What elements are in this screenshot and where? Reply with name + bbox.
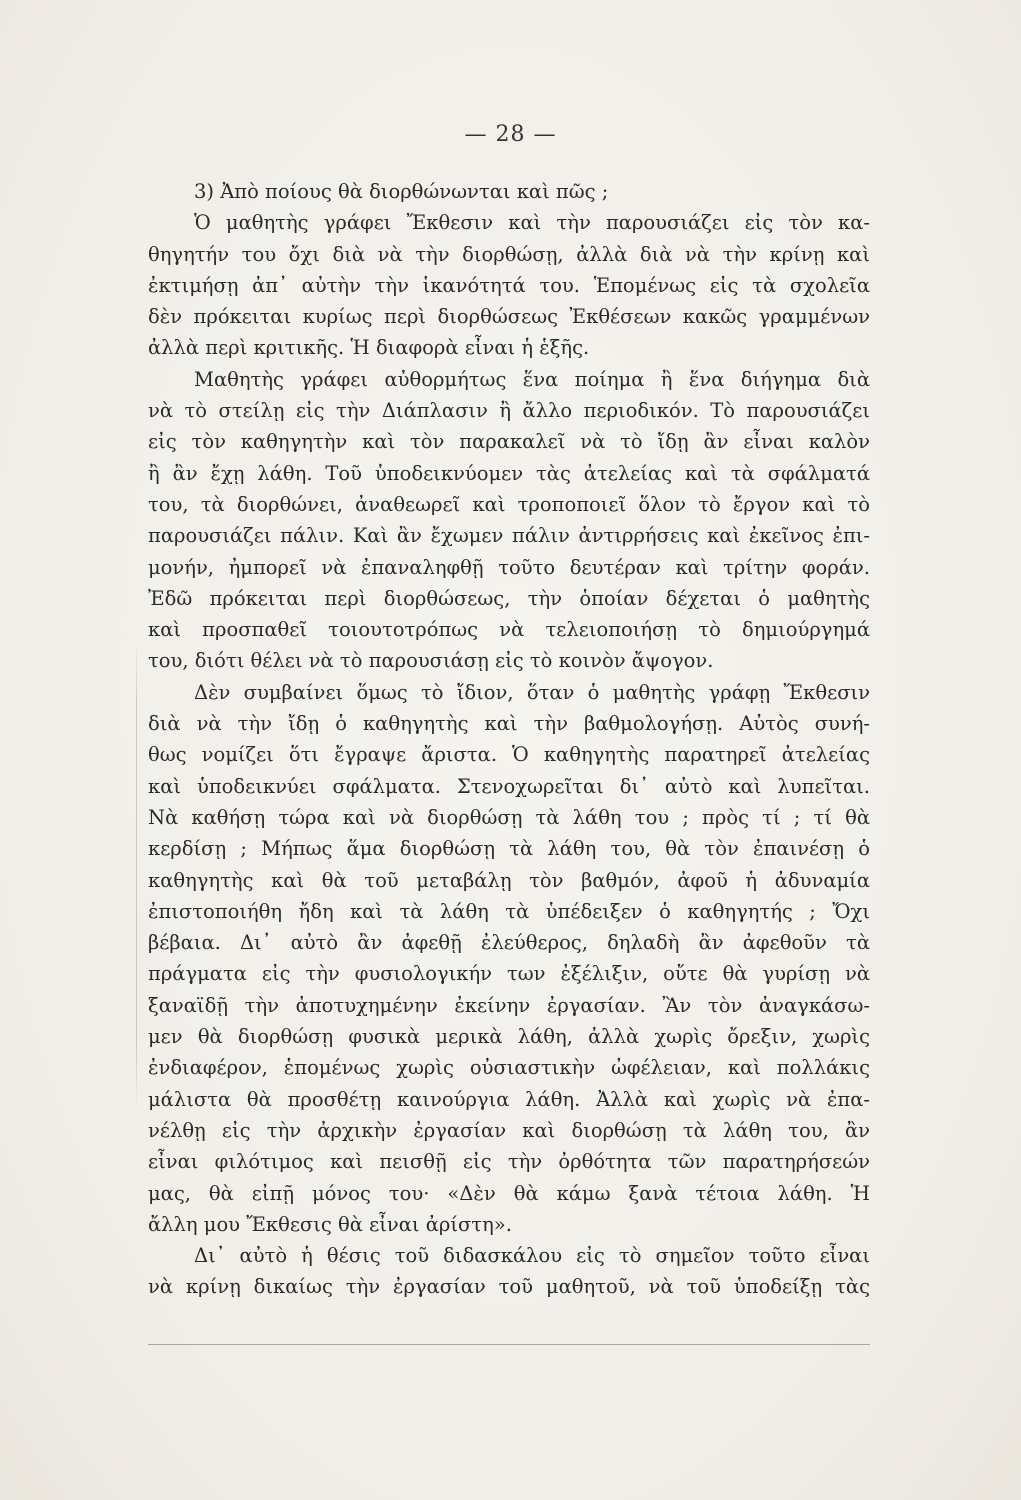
text-line: νὰ κρίνῃ δικαίως τὴν ἐργασίαν τοῦ μαθητοῦ, νὰ τοῦ ὑποδείξῃ τὰς — [148, 1275, 870, 1299]
text-line: καὶ προσπαθεῖ τοιουτοτρόπως νὰ τελειοποιήσῃ τὸ δημιούργημά — [148, 618, 870, 642]
text-line: Μαθητὴς γράφει αὐθορμήτως ἕνα ποίημα ἢ ἕνα διήγημα διὰ — [194, 367, 870, 391]
bottom-underline-mark — [148, 1344, 870, 1345]
text-line: μάλιστα θὰ προσθέτῃ καινούργια λάθη. Ἀλλὰ καὶ χωρὶς νὰ ἐπα- — [148, 1087, 870, 1111]
text-line: θως νομίζει ὅτι ἔγραψε ἄριστα. Ὁ καθηγητὴς παρατηρεῖ ἀτελείας — [148, 743, 870, 767]
text-line: ξαναϊδῇ τὴν ἀποτυχημένην ἐκείνην ἐργασίαν. Ἂν τὸν ἀναγκάσω- — [148, 993, 870, 1017]
text-line: νέλθῃ εἰς τὴν ἀρχικὴν ἐργασίαν καὶ διορθώσῃ τὰ λάθη του, ἂν — [148, 1118, 870, 1142]
body-text — [148, 176, 870, 1303]
text-line: ἢ ἂν ἔχῃ λάθη. Τοῦ ὑποδεικνύομεν τὰς ἀτελείας καὶ τὰ σφάλματά — [148, 461, 870, 485]
text-line: Δὲν συμβαίνει ὅμως τὸ ἴδιον, ὅταν ὁ μαθητὴς γράφῃ Ἔκθεσιν — [194, 680, 870, 704]
text-line: καὶ ὑποδεικνύει σφάλματα. Στενοχωρεῖται δι᾿ αὐτὸ καὶ λυπεῖται. — [148, 774, 870, 798]
text-line: διὰ νὰ τὴν ἴδῃ ὁ καθηγητὴς καὶ τὴν βαθμολογήσῃ. Αὐτὸς συνή- — [148, 712, 870, 736]
text-line: παρουσιάζει πάλιν. Καὶ ἂν ἔχωμεν πάλιν ἀντιρρήσεις καὶ ἐκεῖνος ἐπι- — [148, 524, 870, 548]
text-line: μεν θὰ διορθώσῃ φυσικὰ μερικὰ λάθη, ἀλλὰ χωρὶς ὄρεξιν, χωρὶς — [148, 1025, 870, 1049]
text-line: δὲν πρόκειται κυρίως περὶ διορθώσεως Ἐκθέσεων κακῶς γραμμένων — [148, 305, 870, 329]
text-line: 3) Ἀπὸ ποίους θὰ διορθώνωνται καὶ πῶς ; — [194, 180, 609, 203]
text-line: Ἐδῶ πρόκειται περὶ διορθώσεως, τὴν ὁποίαν δέχεται ὁ μαθητὴς — [148, 586, 870, 610]
text-line: του, τὰ διορθώνει, ἀναθεωρεῖ καὶ τροποποιεῖ ὅλον τὸ ἔργον καὶ τὸ — [148, 492, 870, 516]
text-line: πράγματα εἰς τὴν φυσιολογικήν των ἐξέλιξιν, οὔτε θὰ γυρίσῃ νὰ — [148, 962, 870, 986]
text-line: ἀλλὰ περὶ κριτικῆς. Ἡ διαφορὰ εἶναι ἡ ἑξῆς. — [148, 336, 590, 360]
text-line: κερδίσῃ ; Μήπως ἅμα διορθώσῃ τὰ λάθη του, θὰ τὸν ἐπαινέσῃ ὁ — [148, 837, 870, 861]
text-line: Νὰ καθήσῃ τώρα καὶ νὰ διορθώσῃ τὰ λάθη του ; πρὸς τί ; τί θὰ — [148, 805, 870, 829]
text-line: ἐπιστοποιήθη ἤδη καὶ τὰ λάθη τὰ ὑπέδειξεν ὁ καθηγητής ; Ὄχι — [148, 899, 870, 923]
text-line: Δι᾿ αὐτὸ ἡ θέσις τοῦ διδασκάλου εἰς τὸ σημεῖον τοῦτο εἶναι — [194, 1244, 870, 1268]
margin-pencil-mark — [136, 640, 137, 1110]
text-line: εἰς τὸν καθηγητὴν καὶ τὸν παρακαλεῖ νὰ τὸ ἴδῃ ἂν εἶναι καλὸν — [148, 430, 870, 454]
text-line: θηγητήν του ὄχι διὰ νὰ τὴν διορθώσῃ, ἀλλὰ διὰ νὰ τὴν κρίνῃ καὶ — [148, 242, 870, 266]
text-line: ἐνδιαφέρον, ἑπομένως χωρὶς οὐσιαστικὴν ὠφέλειαν, καὶ πολλάκις — [148, 1056, 870, 1080]
text-line: νὰ τὸ στείλῃ εἰς τὴν Διάπλασιν ἢ ἄλλο περιοδικόν. Τὸ παρουσιάζει — [148, 399, 870, 423]
text-line: του, διότι θέλει νὰ τὸ παρουσιάσῃ εἰς τὸ κοινὸν ἄψογον. — [148, 649, 714, 673]
text-line: μονήν, ἠμπορεῖ νὰ ἐπαναληφθῇ τοῦτο δευτέραν καὶ τρίτην φοράν. — [148, 555, 870, 579]
text-line: μας, θὰ εἰπῇ μόνος του· «Δὲν θὰ κάμω ξανὰ τέτοια λάθη. Ἡ — [148, 1181, 870, 1205]
text-line: Ὁ μαθητὴς γράφει Ἔκθεσιν καὶ τὴν παρουσιάζει εἰς τὸν κα- — [194, 211, 870, 235]
page-number: — 28 — — [464, 122, 557, 147]
text-line: βέβαια. Δι᾿ αὐτὸ ἂν ἀφεθῇ ἐλεύθερος, δηλαδὴ ἂν ἀφεθοῦν τὰ — [148, 931, 870, 955]
text-line: ἄλλη μου Ἔκθεσις θὰ εἶναι ἀρίστη». — [148, 1212, 512, 1236]
text-line: εἶναι φιλότιμος καὶ πεισθῇ εἰς τὴν ὀρθότητα τῶν παρατηρήσεών — [148, 1150, 870, 1174]
text-line: καθηγητὴς καὶ θὰ τοῦ μεταβάλῃ τὸν βαθμόν, ἀφοῦ ἡ ἀδυναμία — [148, 868, 870, 892]
text-line: ἐκτιμήσῃ ἀπ᾿ αὐτὴν τὴν ἱκανότητά του. Ἑπομένως εἰς τὰ σχολεῖα — [148, 273, 870, 297]
